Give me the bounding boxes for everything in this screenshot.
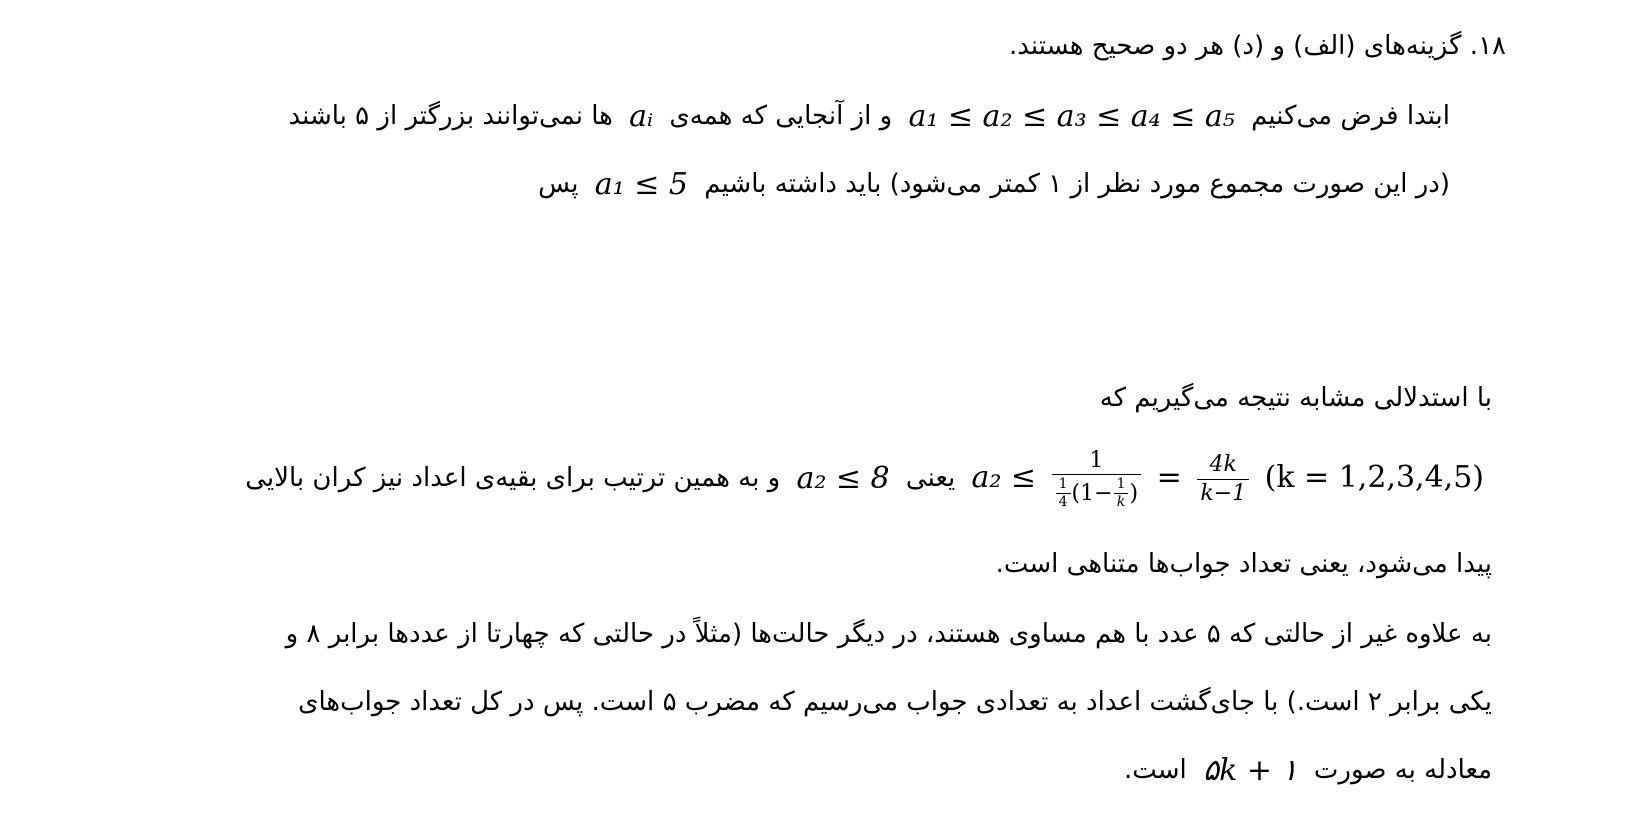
answer-heading bbox=[1009, 28, 1506, 64]
paren-open: (1− bbox=[1071, 480, 1113, 506]
quarter-fraction bbox=[1056, 477, 1071, 509]
quarter-num: 1 bbox=[1058, 475, 1068, 492]
text-segment: پیدا می‌شود، یعنی تعداد جواب‌ها متناهی است. bbox=[995, 549, 1492, 579]
paragraph-line-8 bbox=[1124, 752, 1492, 789]
paragraph-line-3 bbox=[1100, 380, 1492, 416]
text-segment: به علاوه غیر از حالتی که ۵ عدد با هم مساوی هستند، در دیگر حالت‌ها (مثلاً در حالتی که چهارتا از عددها برابر ۸ و bbox=[285, 619, 1492, 649]
paragraph-line-7 bbox=[298, 684, 1492, 720]
text-segment: و به همین ترتیب برای بقیه‌ی اعداد نیز کران بالایی bbox=[245, 463, 781, 494]
k-range: (k = 1,2,3,4,5) bbox=[1264, 460, 1484, 495]
equals-sign: = bbox=[1156, 460, 1182, 495]
text-segment: ابتدا فرض می‌کنیم bbox=[1251, 101, 1450, 131]
text-segment: یعنی bbox=[905, 463, 956, 494]
fraction-bar bbox=[1052, 474, 1141, 475]
fraction-numerator: 1 bbox=[1089, 447, 1104, 473]
fraction-denominator: k−1 bbox=[1200, 480, 1247, 506]
paren-close: ) bbox=[1129, 480, 1139, 506]
quarter-den: 4 bbox=[1058, 493, 1068, 510]
inequality-a1: a₁ ≤ 5 bbox=[594, 166, 688, 202]
fraction-simplified bbox=[1197, 453, 1249, 504]
text-segment: است. bbox=[1123, 755, 1187, 785]
solution-count-formula: ۵k + ۱ bbox=[1203, 752, 1298, 788]
text-segment: ها نمی‌توانند بزرگتر از ۵ باشند bbox=[288, 101, 613, 131]
reciprocal-k-fraction bbox=[1114, 477, 1129, 509]
answer-heading-text: ۱۸. گزینه‌های (الف) و (د) هر دو صحیح هستند. bbox=[1008, 31, 1506, 61]
recip-den: k bbox=[1116, 493, 1126, 510]
inequality-chain: a₁ ≤ a₂ ≤ a₃ ≤ a₄ ≤ a₅ bbox=[908, 98, 1235, 134]
text-segment: یکی برابر ۲ است.) با جای‌گشت اعداد به تعدادی جواب می‌رسیم که مضرب ۵ است. پس در کل تعداد جواب‌های bbox=[298, 687, 1492, 717]
fraction-numerator: 4k bbox=[1209, 452, 1237, 478]
text-segment: معادله به صورت bbox=[1313, 755, 1492, 785]
text-segment: با استدلالی مشابه نتیجه می‌گیریم که bbox=[1099, 383, 1492, 413]
paragraph-line-1 bbox=[288, 98, 1450, 135]
text-segment: و از آنجایی که همه‌ی bbox=[669, 101, 893, 131]
text-segment: (در این صورت مجموع مورد نظر از ۱ کمتر می‌شود) باید داشته باشیم bbox=[704, 169, 1450, 199]
inequality-a2: a₂ ≤ 8 bbox=[796, 460, 890, 496]
math-expression bbox=[971, 448, 1484, 509]
paragraph-line-2 bbox=[538, 166, 1450, 203]
bound-lhs: a₂ ≤ bbox=[971, 460, 1037, 495]
fraction-bound bbox=[1052, 449, 1141, 509]
recip-num: 1 bbox=[1116, 475, 1126, 492]
fraction-denominator bbox=[1052, 477, 1141, 509]
variable-ai: aᵢ bbox=[629, 98, 654, 134]
paragraph-line-4 bbox=[245, 448, 1492, 509]
paragraph-line-6 bbox=[286, 616, 1492, 652]
paragraph-line-5 bbox=[996, 546, 1492, 582]
fraction-bar bbox=[1197, 479, 1249, 480]
text-segment: پس bbox=[538, 169, 579, 199]
